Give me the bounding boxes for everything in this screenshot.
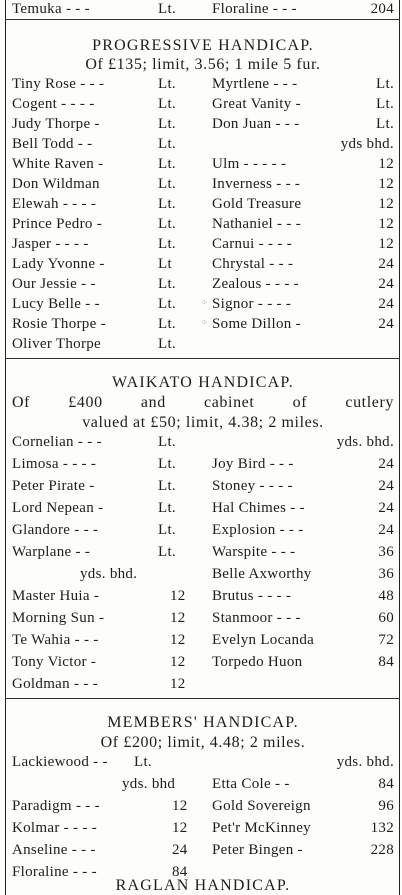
entry-name: Kolmar - - - - — [12, 820, 98, 836]
entry-name: Torpedo Huon — [212, 654, 303, 670]
entry-name: Stanmoor - - - — [212, 610, 301, 626]
entry-mark: Lt. — [158, 500, 176, 516]
section-divider — [5, 698, 400, 699]
entry-mark: Lt. — [158, 236, 176, 252]
entry-mark: 12 — [170, 588, 186, 604]
entry-name: Gold Treasure — [212, 196, 302, 212]
entry-name: Warspite - - - — [212, 544, 296, 560]
entry-name: Don Juan - - - — [212, 116, 300, 132]
entry-value: 24 — [378, 522, 394, 538]
entry-name: Joy Bird - - - — [212, 456, 294, 472]
entry-mark: Lt. — [158, 1, 176, 17]
entry-mark: Lt. — [158, 156, 176, 172]
entry-mark: 12 — [170, 610, 186, 626]
entry-mark: Lt. — [158, 522, 176, 538]
entry-mark: yds. bhd — [122, 776, 176, 792]
section-divider — [5, 358, 400, 359]
entry-mark: 12 — [172, 820, 188, 836]
entry-name: Master Huia - — [12, 588, 100, 604]
entry-name: Judy Thorpe - — [12, 116, 100, 132]
entry-name: Ulm - - - - - — [212, 156, 287, 172]
entry-value: 12 — [378, 216, 394, 232]
entry-name: Stoney - - - - — [212, 478, 293, 494]
entry-name: Rosie Thorpe - — [12, 316, 106, 332]
entry-value: 60 — [378, 610, 394, 626]
entry-value: 12 — [378, 236, 394, 252]
entry-value: Lt. — [376, 96, 394, 112]
entry-value: 96 — [378, 798, 394, 814]
entry-name: Warplane - - — [12, 544, 91, 560]
entry-name: Glandore - - - — [12, 522, 99, 538]
entry-mark: Lt. — [158, 478, 176, 494]
entry-mark: Lt. — [158, 434, 176, 450]
entry-name: Chrystal - - - — [212, 256, 294, 272]
entry-name: Inverness - - - — [212, 176, 301, 192]
entry-value: 12 — [378, 156, 394, 172]
entry-mark: 24 — [172, 842, 188, 858]
entry-name: Peter Pirate - — [12, 478, 95, 494]
entry-name: Floraline - - - — [212, 1, 297, 17]
entry-value: 132 — [370, 820, 394, 836]
entry-name: Zealous - - - - — [212, 276, 299, 292]
entry-name: Lucy Belle - - — [12, 296, 100, 312]
entry-name: Oliver Thorpe — [12, 336, 102, 352]
entry-name: Bell Todd - - — [12, 136, 93, 152]
entry-mark: 84 — [172, 864, 188, 880]
entry-name: Morning Sun - — [12, 610, 105, 626]
entry-value: 36 — [378, 566, 394, 582]
entry-mark: Lt. — [158, 196, 176, 212]
entry-value: 36 — [378, 544, 394, 560]
entry-name: Limosa - - - - — [12, 456, 97, 472]
entry-name: Hal Chimes - - — [212, 500, 305, 516]
entry-name: Prince Pedro - — [12, 216, 103, 232]
entry-name: Evelyn Locanda — [212, 632, 315, 648]
entry-name: Lady Yvonne - — [12, 256, 105, 272]
entry-mark: Lt. — [158, 276, 176, 292]
entry-mark: Lt. — [158, 296, 176, 312]
entry-mark: Lt — [158, 256, 172, 272]
entry-value: 204 — [370, 1, 394, 17]
entry-value: 228 — [370, 842, 394, 858]
entry-mark: Lt. — [158, 544, 176, 560]
entry-mark: Lt. — [158, 456, 176, 472]
section-conditions-members: Of £200; limit, 4.48; 2 miles. — [100, 734, 306, 751]
section-title-waikato: WAIKATO HANDICAP. — [112, 374, 294, 391]
entry-mark: Lt. — [158, 316, 176, 332]
entry-name: Lord Nepean - — [12, 500, 104, 516]
entry-value: yds bhd. — [340, 136, 394, 152]
section-title-members: MEMBERS' HANDICAP. — [107, 714, 299, 731]
entry-mark: 12 — [172, 798, 188, 814]
entry-value: yds. bhd. — [336, 754, 394, 770]
entry-value: 24 — [378, 478, 394, 494]
entry-name: Floraline - - - — [12, 864, 97, 880]
entry-name: Explosion - - - — [212, 522, 304, 538]
entry-value: 84 — [378, 776, 394, 792]
entry-value: 24 — [378, 316, 394, 332]
entry-value: 24 — [378, 276, 394, 292]
entry-mark: 12 — [170, 654, 186, 670]
entry-mark: Lt. — [158, 216, 176, 232]
print-speck: ⁘ — [201, 298, 208, 307]
entry-value: yds. bhd. — [336, 434, 394, 450]
entry-name: Paradigm - - - — [12, 798, 100, 814]
entry-value: 12 — [378, 176, 394, 192]
section-conditions-waikato: Of £400 and cabinet of cutlery — [12, 394, 394, 411]
section-conditions-waikato-2: valued at £50; limit, 4.38; 2 miles. — [82, 414, 324, 431]
print-speck: ⁘ — [201, 318, 208, 327]
entry-mark: Lt. — [158, 336, 176, 352]
entry-mark: Lt. — [158, 116, 176, 132]
entry-value: 24 — [378, 500, 394, 516]
entry-name: Myrtlene - - - — [212, 76, 298, 92]
entry-name: Great Vanity - — [212, 96, 301, 112]
entry-value: Lt. — [376, 76, 394, 92]
entry-value: 24 — [378, 256, 394, 272]
entry-value: 24 — [378, 456, 394, 472]
entry-value: 72 — [378, 632, 394, 648]
entry-mark: Lt. — [158, 96, 176, 112]
entry-mark: 12 — [170, 632, 186, 648]
entry-name: Nathaniel - - - — [212, 216, 302, 232]
entry-mark: Lt. — [158, 176, 176, 192]
entry-name: Goldman - - - — [12, 676, 98, 692]
entry-mark: Lt. — [158, 76, 176, 92]
entry-name: Carnui - - - - — [212, 236, 293, 252]
entry-name: Belle Axworthy — [212, 566, 312, 582]
right-column-rule — [399, 0, 400, 895]
entry-name: Lackiewood - - — [12, 754, 108, 770]
entry-name: Etta Cole - - — [212, 776, 290, 792]
entry-value: 12 — [378, 196, 394, 212]
left-column-rule — [5, 0, 6, 895]
entry-name: Our Jessie - - — [12, 276, 96, 292]
entry-name: Elewah - - - - — [12, 196, 97, 212]
section-divider — [5, 19, 400, 20]
entry-mark: Lt. — [158, 136, 176, 152]
entry-mark: yds. bhd. — [80, 566, 138, 582]
entry-name: Signor - - - - — [212, 296, 292, 312]
entry-name: Some Dillon - — [212, 316, 301, 332]
entry-name: Cornelian - - - — [12, 434, 102, 450]
section-title-progressive: PROGRESSIVE HANDICAP. — [92, 37, 314, 54]
entry-name: Brutus - - - - — [212, 588, 292, 604]
entry-name: Tony Victor - — [12, 654, 97, 670]
entry-name: Don Wildman — [12, 176, 100, 192]
entry-value: 24 — [378, 296, 394, 312]
entry-name: Pet'r McKinney — [212, 820, 311, 836]
entry-mark: Lt. — [134, 754, 152, 770]
entry-name: Temuka - - - — [12, 1, 90, 17]
entry-name: Te Wahia - - - — [12, 632, 99, 648]
entry-value: 84 — [378, 654, 394, 670]
section-title-raglan: RAGLAN HANDICAP. — [115, 877, 291, 894]
entry-name: Peter Bingen - — [212, 842, 303, 858]
entry-name: Gold Sovereign — [212, 798, 311, 814]
entry-name: Anseline - - - — [12, 842, 96, 858]
entry-value: Lt. — [376, 116, 394, 132]
entry-mark: 12 — [170, 676, 186, 692]
entry-name: Jasper - - - - — [12, 236, 89, 252]
section-conditions-progressive: Of £135; limit, 3.56; 1 mile 5 fur. — [85, 56, 321, 73]
entry-name: White Raven - — [12, 156, 104, 172]
entry-name: Cogent - - - - — [12, 96, 95, 112]
entry-name: Tiny Rose - - - — [12, 76, 105, 92]
entry-value: 48 — [378, 588, 394, 604]
